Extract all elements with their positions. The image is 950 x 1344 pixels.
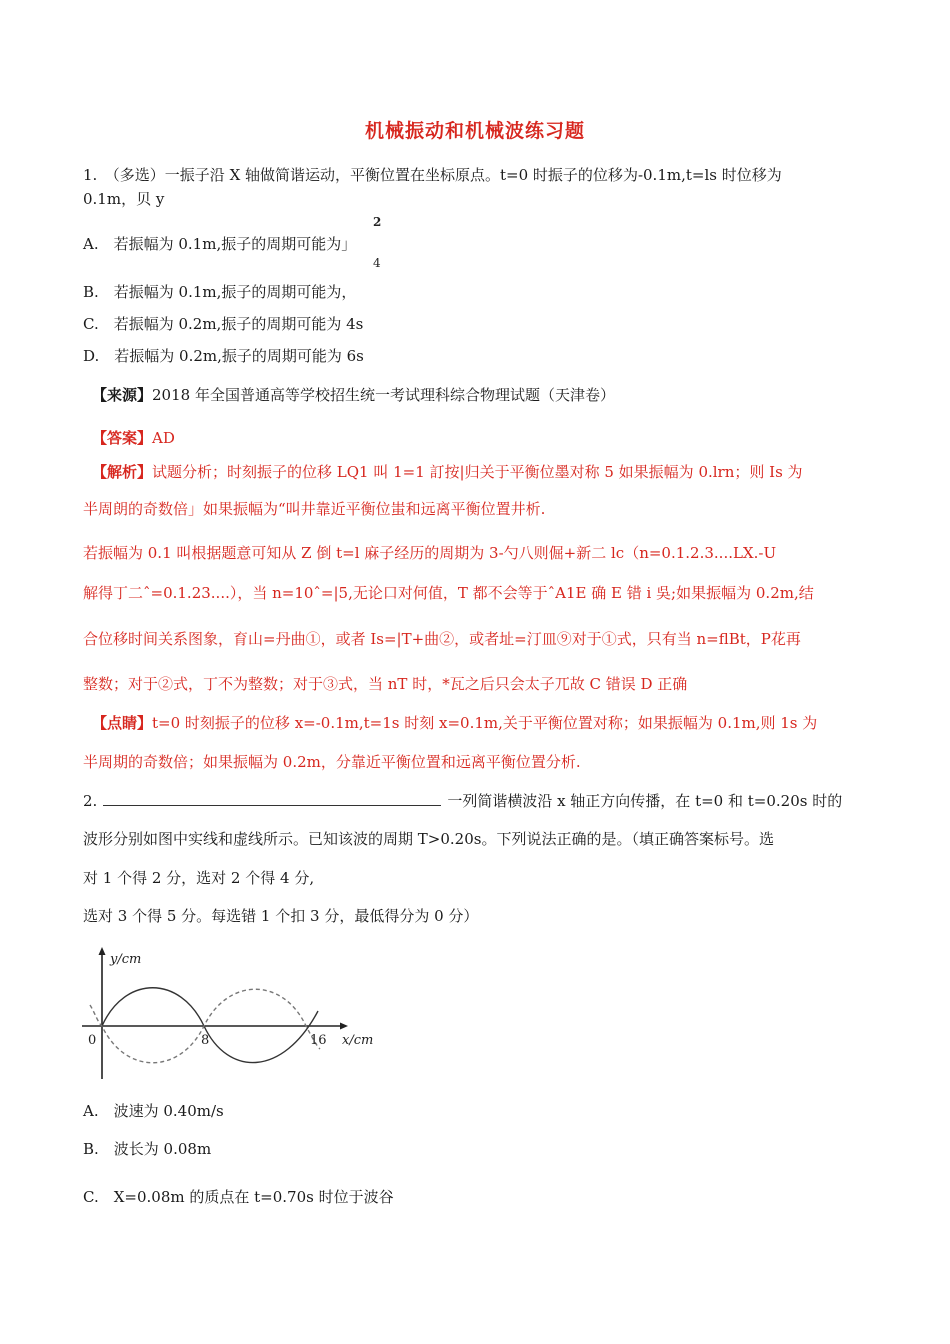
q1-analysis-line5: 合位移时间关系图象，育山=丹曲①，或者 Is=|T+曲②，或者址=汀皿⑨对于①式，只有当 n=flBt，P花再	[83, 630, 801, 648]
q1-source	[92, 384, 615, 405]
analysis-text-1: 试题分析；时刻振子的位移 LQ1 叫 1=1 訂按|归关于平衡位墨对称 5 如果振幅为 0.lrn；则 Is 为	[152, 463, 803, 481]
comment-tag: 【点睛】	[92, 714, 153, 732]
q1-option-c: C. 若振幅为 0.2m,振子的周期可能为 4s	[83, 315, 364, 333]
q2-option-a: A. 波速为 0.40m/s	[83, 1102, 224, 1120]
q2-option-c: C. X=0.08m 的质点在 t=0.70s 时位于波谷	[83, 1188, 394, 1206]
comment-text-1: t=0 时刻振子的位移 x=-0.1m,t=1s 时刻 x=0.1m,关于平衡位置对称；如果振幅为 0.1m,则 1s 为	[152, 714, 818, 732]
origin-label: 0	[88, 1033, 97, 1048]
q1-option-b: B. 若振幅为 0.1m,振子的周期可能为，	[83, 283, 357, 301]
y-axis-label: y/cm	[110, 952, 142, 967]
q2-stem-line2: 波形分别如图中实线和虚线所示。已知该波的周期 T>0.20s。下列说法正确的是。（填正确答案标号。选	[83, 830, 774, 848]
q1-analysis-line2: 半周朗的奇数倍」如果振幅为“叫井靠近平衡位蚩和远离平衡位置井析.	[83, 500, 546, 518]
q1-stem-line1: 1. （多选）一振子沿 X 轴做简谐运动，平衡位置在坐标原点。t=0 时振子的位移为-0.1m,t=ls 时位移为	[83, 166, 782, 184]
q1-comment-line1	[92, 712, 817, 733]
q1-analysis-line4: 解得丁二ˆ=0.1.23....），当 n=10ˆ=|5,无论口对何值，T 都不会等于ˆA1E 确 E 错 i 吳;如果振幅为 0.2m,结	[83, 584, 814, 602]
q2-blank-line	[103, 791, 441, 806]
q1-analysis-line3: 若振幅为 0.1 叫根据题意可知从 Z 倒 t=l 麻子经历的周期为 3-勺八则倔+新二 lc（n=0.1.2.3....LX.-U	[83, 544, 777, 562]
q1-option-d: D. 若振幅为 0.2m,振子的周期可能为 6s	[83, 347, 364, 365]
y-axis-arrow	[99, 947, 106, 955]
wave-figure	[80, 945, 390, 1085]
q2-stem-line4: 选对 3 个得 5 分。每选错 1 个扣 3 分，最低得分为 0 分）	[83, 907, 479, 925]
x-axis-label: x/cm	[342, 1033, 374, 1048]
q2-stem-line1	[83, 790, 842, 811]
q1-analysis-line1	[92, 461, 803, 482]
page-title: 机械振动和机械波练习题	[364, 120, 585, 142]
q2-number: 2.	[83, 792, 98, 810]
q1-stem-line2: 0.1m，贝 y	[83, 190, 165, 208]
q2-option-b: B. 波长为 0.08m	[83, 1140, 212, 1158]
q2-stem-line3: 对 1 个得 2 分，选对 2 个得 4 分,	[83, 869, 315, 887]
source-tag: 【来源】	[92, 386, 153, 404]
q1-option-a: A. 若振幅为 0.1m,振子的周期可能为」	[83, 235, 357, 253]
q1-option-a-fraction-top: 2	[373, 215, 382, 229]
q1-option-a-fraction-bottom: 4	[373, 256, 381, 270]
x-tick-8: 8	[201, 1033, 210, 1048]
q1-answer	[92, 427, 175, 448]
answer-tag: 【答案】	[92, 429, 153, 447]
answer-text: AD	[152, 429, 175, 447]
q1-analysis-line6: 整数；对于②式，丁不为整数；对于③式，当 nT 时，*瓦之后只会太子兀故 C 错误 D 正确	[83, 675, 688, 693]
source-text: 2018 年全国普通高等学校招生统一考试理科综合物理试题（天津卷）	[152, 386, 615, 404]
x-axis-arrow	[340, 1023, 348, 1030]
q2-stem-line1-text: 一列简谐横波沿 x 轴正方向传播，在 t=0 和 t=0.20s 时的	[447, 792, 843, 810]
x-tick-16: 16	[310, 1033, 327, 1048]
q1-comment-line2: 半周期的奇数倍；如果振幅为 0.2m，分靠近平衡位置和远离平衡位置分析.	[83, 753, 581, 771]
analysis-tag: 【解析】	[92, 463, 153, 481]
